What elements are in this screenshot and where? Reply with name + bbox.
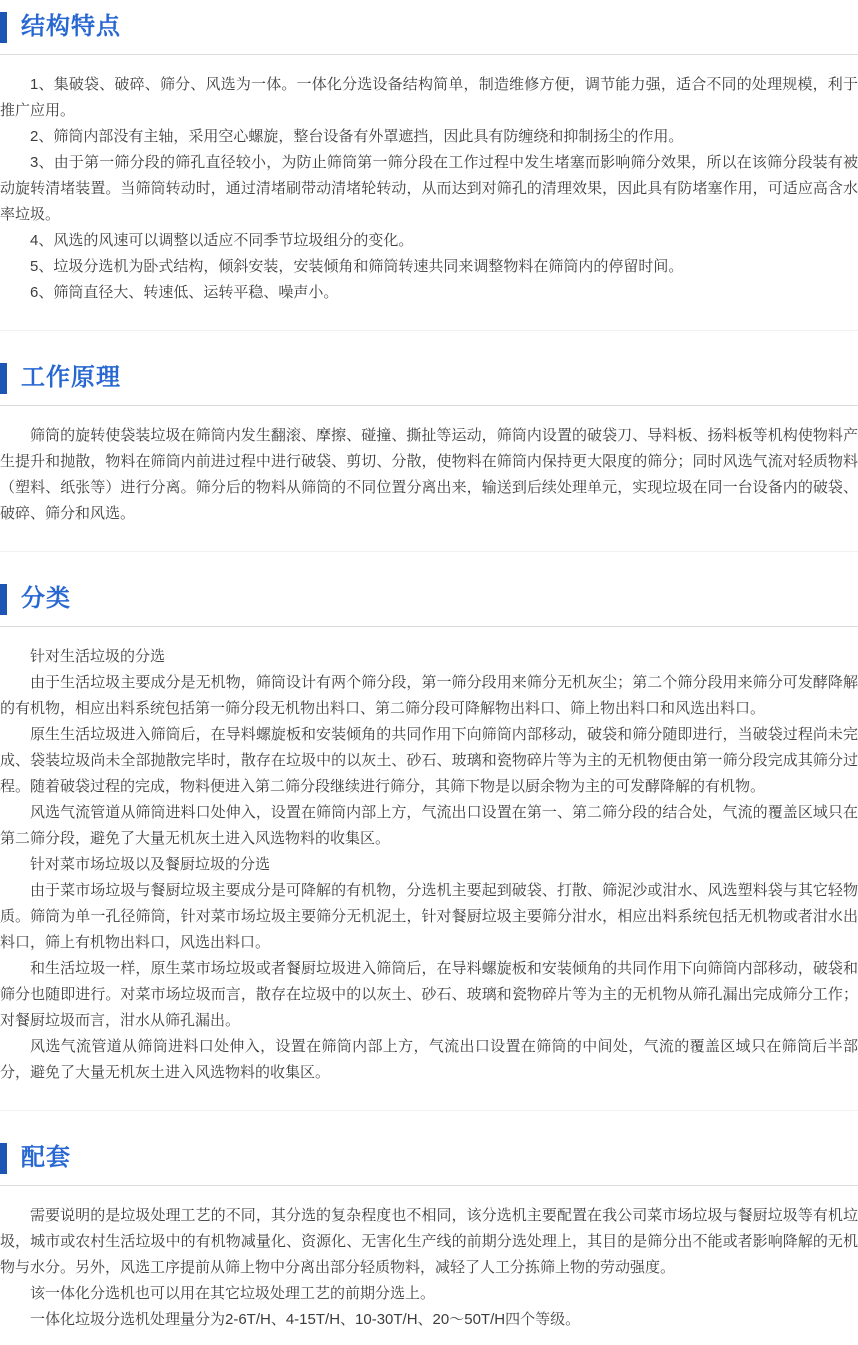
section-title: 分类 [21,585,71,612]
section-header [0,582,858,616]
section-header [0,10,858,44]
paragraph: 1、集破袋、破碎、筛分、风选为一体。一体化分选设备结构简单，制造维修方便，调节能力强，适合不同的处理规模，利于推广应用。 [0,76,858,119]
paragraph: 筛筒的旋转使袋装垃圾在筛筒内发生翻滚、摩擦、碰撞、撕扯等运动，筛筒内设置的破袋刀、导料板、扬料板等机构使物料产生提升和抛散，物料在筛筒内前进过程中进行破袋、剪切、分散，使物料在筛筒内保持更大限度的筛分；同时风选气流对轻质物料（塑料、纸张等）进行分离。筛分后的物料从筛筒的不同位置分离出来，输送到后续处理单元，实现垃圾在同一台设备内的破袋、破碎、筛分和风选。 [0,427,858,522]
title-accent-bar [0,12,7,43]
paragraph: 该一体化分选机也可以用在其它垃圾处理工艺的前期分选上。 [30,1285,436,1302]
section-title: 配套 [21,1144,71,1171]
section-classification [0,551,858,1098]
section-title: 工作原理 [21,364,121,391]
section-content [0,1186,858,1345]
paragraph: 风选气流管道从筛筒进料口处伸入，设置在筛筒内部上方，气流出口设置在第一、第二筛分段的结合处，气流的覆盖区域只在第二筛分段，避免了大量无机灰土进入风选物料的收集区。 [0,804,858,847]
section-supporting [0,1110,858,1345]
paragraph: 针对生活垃圾的分选 [30,648,166,665]
paragraph: 3、由于第一筛分段的筛孔直径较小，为防止筛筒第一筛分段在工作过程中发生堵塞而影响筛分效果，所以在该筛分段装有被动旋转清堵装置。当筛筒转动时，通过清堵刷带动清堵轮转动，从而达到对筛孔的清理效果，因此具有防堵塞作用，可适应高含水率垃圾。 [0,154,858,223]
paragraph: 一体化垃圾分选机处理量分为2-6T/H、4-15T/H、10-30T/H、20～50T/H四个等级。 [30,1311,581,1328]
paragraph: 4、风选的风速可以调整以适应不同季节垃圾组分的变化。 [30,232,414,249]
section-header [0,361,858,395]
section-content [0,406,858,539]
paragraph: 由于菜市场垃圾与餐厨垃圾主要成分是可降解的有机物，分选机主要起到破袋、打散、筛泥沙或泔水、风选塑料袋与其它轻物质。筛筒为单一孔径筛筒，针对菜市场垃圾主要筛分无机泥土，针对餐厨垃圾主要筛分泔水，相应出料系统包括无机物或者泔水出料口，筛上有机物出料口，风选出料口。 [0,882,858,951]
section-working-principle [0,330,858,539]
title-accent-bar [0,1143,7,1174]
section-content [0,55,858,318]
section-title: 结构特点 [21,13,121,40]
title-accent-bar [0,584,7,615]
section-structural-features [0,10,858,318]
paragraph: 原生生活垃圾进入筛筒后，在导料螺旋板和安装倾角的共同作用下向筛筒内部移动，破袋和筛分随即进行，当破袋过程尚未完成、袋装垃圾尚未全部抛散完毕时，散存在垃圾中的以灰土、砂石、玻璃和瓷物碎片等为主的无机物便由第一筛分段完成其筛分过程。随着破袋过程的完成，物料便进入第二筛分段继续进行筛分，其筛下物是以厨余物为主的可发酵降解的有机物。 [0,726,858,795]
section-header [0,1141,858,1175]
paragraph: 和生活垃圾一样，原生菜市场垃圾或者餐厨垃圾进入筛筒后，在导料螺旋板和安装倾角的共同作用下向筛筒内部移动，破袋和筛分也随即进行。对菜市场垃圾而言，散存在垃圾中的以灰土、砂石、玻璃和瓷物碎片等为主的无机物从筛孔漏出完成筛分工作；对餐厨垃圾而言，泔水从筛孔漏出。 [0,960,858,1029]
paragraph: 5、垃圾分选机为卧式结构，倾斜安装，安装倾角和筛筒转速共同来调整物料在筛筒内的停留时间。 [30,258,684,275]
paragraph: 针对菜市场垃圾以及餐厨垃圾的分选 [30,856,271,873]
paragraph: 6、筛筒直径大、转速低、运转平稳、噪声小。 [30,284,339,301]
paragraph: 2、筛筒内部没有主轴，采用空心螺旋，整台设备有外罩遮挡，因此具有防缠绕和抑制扬尘的作用。 [30,128,684,145]
section-content [0,627,858,1098]
paragraph: 风选气流管道从筛筒进料口处伸入，设置在筛筒内部上方，气流出口设置在筛筒的中间处，气流的覆盖区域只在筛筒后半部分，避免了大量无机灰土进入风选物料的收集区。 [0,1038,858,1081]
paragraph: 由于生活垃圾主要成分是无机物，筛筒设计有两个筛分段，第一筛分段用来筛分无机灰尘；第二个筛分段用来筛分可发酵降解的有机物，相应出料系统包括第一筛分段无机物出料口、第二筛分段可降解物出料口、筛上物出料口和风选出料口。 [0,674,858,717]
title-accent-bar [0,363,7,394]
paragraph: 需要说明的是垃圾处理工艺的不同，其分选的复杂程度也不相同，该分选机主要配置在我公司菜市场垃圾与餐厨垃圾等有机垃圾，城市或农村生活垃圾中的有机物减量化、资源化、无害化生产线的前期分选处理上，其目的是筛分出不能或者影响降解的无机物与水分。另外，风选工序提前从筛上物中分离出部分轻质物料，减轻了人工分拣筛上物的劳动强度。 [0,1207,858,1276]
